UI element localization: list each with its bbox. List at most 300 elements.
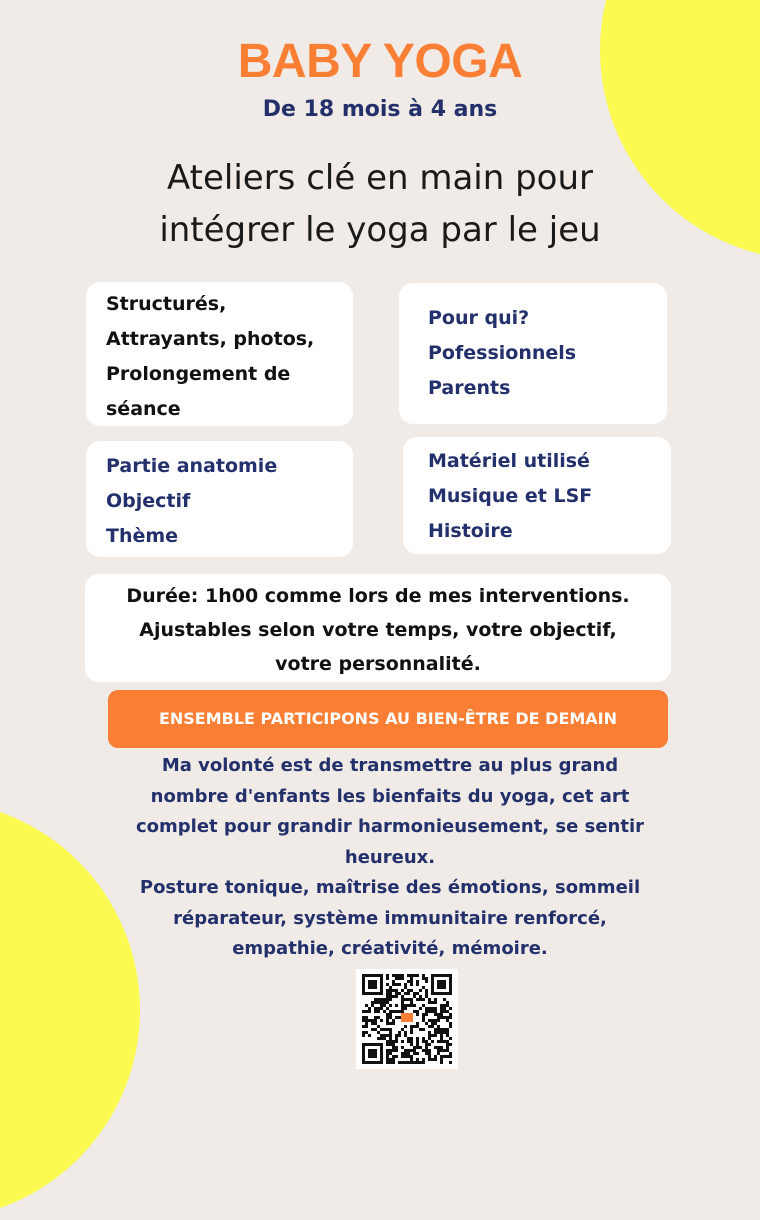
qr-module bbox=[428, 1010, 431, 1013]
qr-module bbox=[410, 1028, 413, 1031]
content-line: Partie anatomie bbox=[106, 455, 278, 477]
qr-module bbox=[392, 1046, 395, 1049]
qr-module bbox=[377, 1001, 380, 1004]
qr-module bbox=[401, 1055, 404, 1058]
qr-module bbox=[398, 1010, 401, 1013]
qr-module bbox=[443, 1028, 446, 1031]
qr-module bbox=[395, 1004, 398, 1007]
qr-module bbox=[374, 1001, 377, 1004]
qr-module bbox=[428, 1052, 431, 1055]
qr-module bbox=[419, 1046, 422, 1049]
qr-module bbox=[395, 983, 398, 986]
qr-module bbox=[362, 1010, 365, 1013]
qr-module bbox=[428, 1055, 431, 1058]
qr-module bbox=[407, 992, 410, 995]
qr-module bbox=[407, 1004, 410, 1007]
qr-module bbox=[404, 1034, 407, 1037]
qr-code-icon[interactable] bbox=[356, 969, 458, 1069]
qr-module bbox=[446, 1055, 449, 1058]
qr-module bbox=[404, 1049, 407, 1052]
qr-module bbox=[401, 1007, 404, 1010]
headline-line: intégrer le yoga par le jeu bbox=[159, 210, 601, 250]
qr-module bbox=[404, 1052, 407, 1055]
qr-module bbox=[413, 992, 416, 995]
qr-module bbox=[434, 1010, 437, 1013]
qr-module bbox=[416, 1058, 419, 1061]
qr-module bbox=[446, 1043, 449, 1046]
qr-module bbox=[386, 1016, 389, 1019]
qr-module bbox=[389, 1016, 392, 1019]
qr-module bbox=[440, 1061, 443, 1064]
qr-module bbox=[422, 986, 425, 989]
qr-module bbox=[371, 1022, 374, 1025]
qr-module bbox=[377, 1031, 380, 1034]
qr-module bbox=[383, 1037, 386, 1040]
qr-module bbox=[446, 1031, 449, 1034]
qr-module bbox=[401, 1028, 404, 1031]
qr-module bbox=[413, 1010, 416, 1013]
qr-module bbox=[386, 1043, 389, 1046]
qr-module bbox=[419, 995, 422, 998]
qr-module bbox=[413, 974, 416, 977]
qr-module bbox=[428, 1043, 431, 1046]
qr-module bbox=[401, 1046, 404, 1049]
qr-module bbox=[428, 998, 431, 1001]
qr-module bbox=[416, 1043, 419, 1046]
qr-module bbox=[449, 1013, 452, 1016]
qr-module bbox=[431, 1022, 434, 1025]
qr-module bbox=[422, 974, 425, 977]
qr-module bbox=[431, 1040, 434, 1043]
qr-module bbox=[425, 1022, 428, 1025]
qr-module bbox=[395, 1016, 398, 1019]
content-line: Thème bbox=[106, 525, 179, 547]
qr-module bbox=[425, 980, 428, 983]
qr-module bbox=[440, 1049, 443, 1052]
qr-module bbox=[425, 989, 428, 992]
qr-module bbox=[410, 1049, 413, 1052]
age-range-subtitle: De 18 mois à 4 ans bbox=[262, 97, 498, 122]
qr-module bbox=[410, 983, 413, 986]
qr-module bbox=[401, 1001, 404, 1004]
qr-module bbox=[437, 1052, 440, 1055]
qr-module bbox=[440, 1037, 443, 1040]
call-to-action-banner: ENSEMBLE PARTICIPONS AU BIEN-ÊTRE DE DEMAIN bbox=[108, 690, 668, 748]
qr-module bbox=[425, 992, 428, 995]
qr-module bbox=[362, 1025, 365, 1028]
qr-module bbox=[431, 1010, 434, 1013]
qr-module bbox=[386, 1013, 389, 1016]
qr-module bbox=[410, 1025, 413, 1028]
qr-module bbox=[401, 998, 404, 1001]
qr-module bbox=[404, 1055, 407, 1058]
qr-module bbox=[434, 1031, 437, 1034]
qr-module bbox=[368, 1010, 371, 1013]
qr-module bbox=[386, 992, 389, 995]
qr-module bbox=[401, 977, 404, 980]
qr-module bbox=[449, 1061, 452, 1064]
qr-module bbox=[392, 974, 395, 977]
qr-module bbox=[383, 1034, 386, 1037]
qr-module bbox=[407, 1061, 410, 1064]
qr-module bbox=[413, 1046, 416, 1049]
qr-module bbox=[446, 1040, 449, 1043]
qr-module bbox=[410, 1040, 413, 1043]
paragraph-line: heureux. bbox=[344, 846, 436, 868]
qr-module bbox=[392, 1019, 395, 1022]
qr-module bbox=[419, 989, 422, 992]
qr-module bbox=[383, 1028, 386, 1031]
qr-module bbox=[449, 1055, 452, 1058]
qr-module bbox=[413, 1052, 416, 1055]
qr-module bbox=[437, 1028, 440, 1031]
description-paragraph bbox=[110, 751, 670, 965]
qr-module bbox=[395, 995, 398, 998]
qr-module bbox=[434, 1007, 437, 1010]
qr-module bbox=[431, 1058, 434, 1061]
qr-module bbox=[380, 1007, 383, 1010]
qr-module bbox=[386, 1007, 389, 1010]
qr-module bbox=[404, 986, 407, 989]
qr-module bbox=[419, 998, 422, 1001]
page-title: BABY YOGA bbox=[237, 35, 523, 88]
qr-module bbox=[449, 1052, 452, 1055]
qr-module bbox=[443, 1055, 446, 1058]
duration-line: Durée: 1h00 comme lors de mes interventions. bbox=[126, 585, 630, 607]
qr-module bbox=[371, 1019, 374, 1022]
qr-module bbox=[410, 998, 413, 1001]
qr-module bbox=[365, 1004, 368, 1007]
qr-module bbox=[380, 998, 383, 1001]
qr-module bbox=[437, 1016, 440, 1019]
qr-module bbox=[362, 1031, 365, 1034]
qr-module bbox=[437, 1049, 440, 1052]
qr-module bbox=[398, 974, 401, 977]
qr-module bbox=[398, 992, 401, 995]
qr-module bbox=[440, 1016, 443, 1019]
qr-module bbox=[449, 1022, 452, 1025]
qr-module bbox=[392, 995, 395, 998]
qr-module bbox=[371, 1001, 374, 1004]
qr-module bbox=[443, 1016, 446, 1019]
qr-module bbox=[386, 977, 389, 980]
duration-card bbox=[85, 574, 671, 682]
qr-module bbox=[410, 977, 413, 980]
qr-module bbox=[407, 974, 410, 977]
qr-module bbox=[410, 1058, 413, 1061]
qr-module bbox=[425, 1043, 428, 1046]
qr-module bbox=[410, 1004, 413, 1007]
qr-module bbox=[428, 1007, 431, 1010]
qr-module bbox=[407, 1040, 410, 1043]
qr-module bbox=[377, 998, 380, 1001]
qr-module bbox=[410, 1055, 413, 1058]
qr-module bbox=[377, 1010, 380, 1013]
qr-module bbox=[386, 1052, 389, 1055]
qr-module bbox=[383, 1001, 386, 1004]
qr-module bbox=[389, 995, 392, 998]
qr-module bbox=[389, 1049, 392, 1052]
audience-line: Pofessionnels bbox=[428, 342, 577, 364]
qr-module bbox=[410, 1037, 413, 1040]
qr-module bbox=[428, 1037, 431, 1040]
materials-line: Musique et LSF bbox=[428, 485, 593, 507]
qr-module bbox=[386, 995, 389, 998]
qr-module bbox=[419, 1061, 422, 1064]
qr-module bbox=[407, 1037, 410, 1040]
qr-module bbox=[377, 1025, 380, 1028]
qr-module bbox=[446, 1016, 449, 1019]
qr-module bbox=[392, 1022, 395, 1025]
qr-module bbox=[425, 1046, 428, 1049]
qr-module bbox=[401, 1061, 404, 1064]
qr-module bbox=[446, 1028, 449, 1031]
qr-module bbox=[365, 1031, 368, 1034]
qr-module bbox=[389, 998, 392, 1001]
headline-line: Ateliers clé en main pour bbox=[166, 158, 594, 198]
qr-module bbox=[395, 1037, 398, 1040]
qr-module bbox=[422, 1028, 425, 1031]
qr-module bbox=[404, 992, 407, 995]
qr-code-graphic bbox=[361, 974, 453, 1064]
qr-module bbox=[380, 1034, 383, 1037]
qr-module bbox=[422, 1040, 425, 1043]
qr-module bbox=[422, 1016, 425, 1019]
duration-line: Ajustables selon votre temps, votre objectif, bbox=[139, 619, 617, 641]
qr-module bbox=[395, 1034, 398, 1037]
qr-module bbox=[425, 977, 428, 980]
qr-module bbox=[440, 1031, 443, 1034]
qr-module bbox=[449, 1007, 452, 1010]
qr-module bbox=[389, 1037, 392, 1040]
qr-module bbox=[416, 1010, 419, 1013]
content-line: Objectif bbox=[106, 490, 191, 512]
qr-module bbox=[404, 983, 407, 986]
qr-module bbox=[401, 995, 404, 998]
qr-module bbox=[413, 995, 416, 998]
qr-module bbox=[389, 1010, 392, 1013]
qr-module bbox=[386, 1049, 389, 1052]
qr-module bbox=[407, 989, 410, 992]
qr-module bbox=[446, 1001, 449, 1004]
qr-module bbox=[398, 1034, 401, 1037]
qr-module bbox=[410, 1031, 413, 1034]
qr-module bbox=[374, 998, 377, 1001]
qr-module bbox=[422, 977, 425, 980]
qr-module bbox=[440, 1028, 443, 1031]
qr-module bbox=[386, 1040, 389, 1043]
qr-module bbox=[392, 980, 395, 983]
paragraph-line: Ma volonté est de transmettre au plus grand bbox=[161, 755, 619, 776]
qr-module bbox=[422, 1061, 425, 1064]
qr-module bbox=[419, 1028, 422, 1031]
qr-module bbox=[365, 1010, 368, 1013]
qr-module bbox=[449, 1016, 452, 1019]
qr-module bbox=[446, 1046, 449, 1049]
qr-module bbox=[413, 1025, 416, 1028]
qr-module bbox=[416, 1037, 419, 1040]
qr-module bbox=[407, 1055, 410, 1058]
qr-module bbox=[437, 1025, 440, 1028]
qr-module bbox=[389, 986, 392, 989]
qr-module bbox=[425, 1040, 428, 1043]
qr-module bbox=[422, 1049, 425, 1052]
qr-module bbox=[407, 980, 410, 983]
qr-module bbox=[395, 989, 398, 992]
qr-module bbox=[449, 1037, 452, 1040]
qr-module bbox=[443, 998, 446, 1001]
qr-module bbox=[434, 1028, 437, 1031]
qr-module bbox=[425, 1052, 428, 1055]
paragraph-line: empathie, créativité, mémoire. bbox=[232, 938, 548, 959]
qr-module bbox=[425, 1049, 428, 1052]
qr-module bbox=[371, 1028, 374, 1031]
headline bbox=[0, 152, 760, 256]
qr-module bbox=[440, 1055, 443, 1058]
qr-module bbox=[386, 1034, 389, 1037]
qr-module bbox=[434, 1034, 437, 1037]
qr-module bbox=[410, 989, 413, 992]
qr-module bbox=[425, 1007, 428, 1010]
qr-module bbox=[416, 1022, 419, 1025]
qr-module bbox=[386, 1019, 389, 1022]
qr-module bbox=[392, 983, 395, 986]
qr-module bbox=[407, 998, 410, 1001]
qr-module bbox=[428, 1058, 431, 1061]
qr-module bbox=[389, 1040, 392, 1043]
qr-module bbox=[398, 977, 401, 980]
qr-module bbox=[377, 1016, 380, 1019]
qr-module bbox=[425, 1010, 428, 1013]
qr-module bbox=[437, 1040, 440, 1043]
qr-module bbox=[425, 1013, 428, 1016]
qr-module bbox=[446, 1049, 449, 1052]
qr-module bbox=[416, 983, 419, 986]
features-card bbox=[86, 282, 353, 426]
qr-module bbox=[410, 1043, 413, 1046]
qr-module bbox=[434, 1001, 437, 1004]
qr-module bbox=[386, 1058, 389, 1061]
qr-module bbox=[440, 1058, 443, 1061]
qr-module bbox=[413, 1049, 416, 1052]
qr-module bbox=[398, 1031, 401, 1034]
qr-module bbox=[386, 1061, 389, 1064]
audience-card bbox=[399, 283, 667, 424]
qr-module bbox=[389, 1031, 392, 1034]
qr-module bbox=[383, 998, 386, 1001]
qr-module bbox=[368, 1007, 371, 1010]
qr-module bbox=[401, 989, 404, 992]
qr-module bbox=[413, 1061, 416, 1064]
qr-module bbox=[434, 998, 437, 1001]
qr-module bbox=[407, 1049, 410, 1052]
features-line: Prolongement de bbox=[106, 363, 291, 385]
qr-module bbox=[428, 1049, 431, 1052]
qr-module bbox=[386, 989, 389, 992]
qr-module bbox=[392, 1010, 395, 1013]
qr-module bbox=[434, 1022, 437, 1025]
qr-finder-inner bbox=[437, 980, 446, 989]
qr-module bbox=[446, 1019, 449, 1022]
qr-module bbox=[380, 1001, 383, 1004]
qr-module bbox=[377, 1007, 380, 1010]
qr-finder-inner bbox=[368, 1049, 377, 1058]
qr-module bbox=[386, 1028, 389, 1031]
qr-module bbox=[401, 1052, 404, 1055]
qr-module bbox=[416, 992, 419, 995]
qr-module bbox=[374, 1010, 377, 1013]
qr-module bbox=[395, 974, 398, 977]
qr-module bbox=[392, 1040, 395, 1043]
qr-module bbox=[404, 1031, 407, 1034]
qr-module bbox=[422, 1004, 425, 1007]
qr-module bbox=[416, 980, 419, 983]
qr-module bbox=[398, 1061, 401, 1064]
qr-module bbox=[392, 1043, 395, 1046]
qr-module bbox=[368, 1019, 371, 1022]
qr-module bbox=[386, 1055, 389, 1058]
qr-module bbox=[449, 1025, 452, 1028]
qr-module bbox=[365, 1016, 368, 1019]
qr-module bbox=[389, 1028, 392, 1031]
audience-line: Parents bbox=[428, 377, 511, 399]
qr-module bbox=[431, 1025, 434, 1028]
qr-module bbox=[446, 1004, 449, 1007]
qr-module bbox=[374, 1022, 377, 1025]
qr-module bbox=[404, 1025, 407, 1028]
qr-module bbox=[401, 974, 404, 977]
qr-module bbox=[422, 1037, 425, 1040]
qr-module bbox=[401, 1010, 404, 1013]
qr-module bbox=[416, 1046, 419, 1049]
qr-module bbox=[389, 1004, 392, 1007]
qr-module bbox=[380, 1037, 383, 1040]
qr-module bbox=[386, 998, 389, 1001]
qr-module bbox=[428, 1034, 431, 1037]
qr-module bbox=[431, 1001, 434, 1004]
qr-module bbox=[392, 1058, 395, 1061]
qr-module bbox=[380, 1028, 383, 1031]
qr-module bbox=[440, 1013, 443, 1016]
qr-module bbox=[386, 1022, 389, 1025]
features-line: Structurés, bbox=[106, 293, 227, 315]
qr-module bbox=[419, 1007, 422, 1010]
qr-center-logo bbox=[401, 1013, 413, 1022]
qr-module bbox=[416, 974, 419, 977]
qr-module bbox=[374, 1019, 377, 1022]
qr-module bbox=[443, 1049, 446, 1052]
qr-module bbox=[389, 989, 392, 992]
paragraph-line: réparateur, système immunitaire renforcé, bbox=[173, 907, 607, 929]
qr-module bbox=[395, 1040, 398, 1043]
qr-module bbox=[440, 1007, 443, 1010]
qr-module bbox=[389, 1052, 392, 1055]
qr-module bbox=[443, 1040, 446, 1043]
qr-module bbox=[437, 1046, 440, 1049]
qr-module bbox=[389, 1013, 392, 1016]
qr-module bbox=[386, 1001, 389, 1004]
qr-module bbox=[389, 1043, 392, 1046]
qr-module bbox=[428, 1019, 431, 1022]
audience-line: Pour qui? bbox=[428, 307, 530, 329]
qr-finder-inner bbox=[368, 980, 377, 989]
qr-module bbox=[374, 1016, 377, 1019]
qr-module bbox=[422, 1019, 425, 1022]
qr-module bbox=[428, 1001, 431, 1004]
qr-module bbox=[410, 1001, 413, 1004]
qr-module bbox=[404, 1004, 407, 1007]
qr-module bbox=[392, 1055, 395, 1058]
